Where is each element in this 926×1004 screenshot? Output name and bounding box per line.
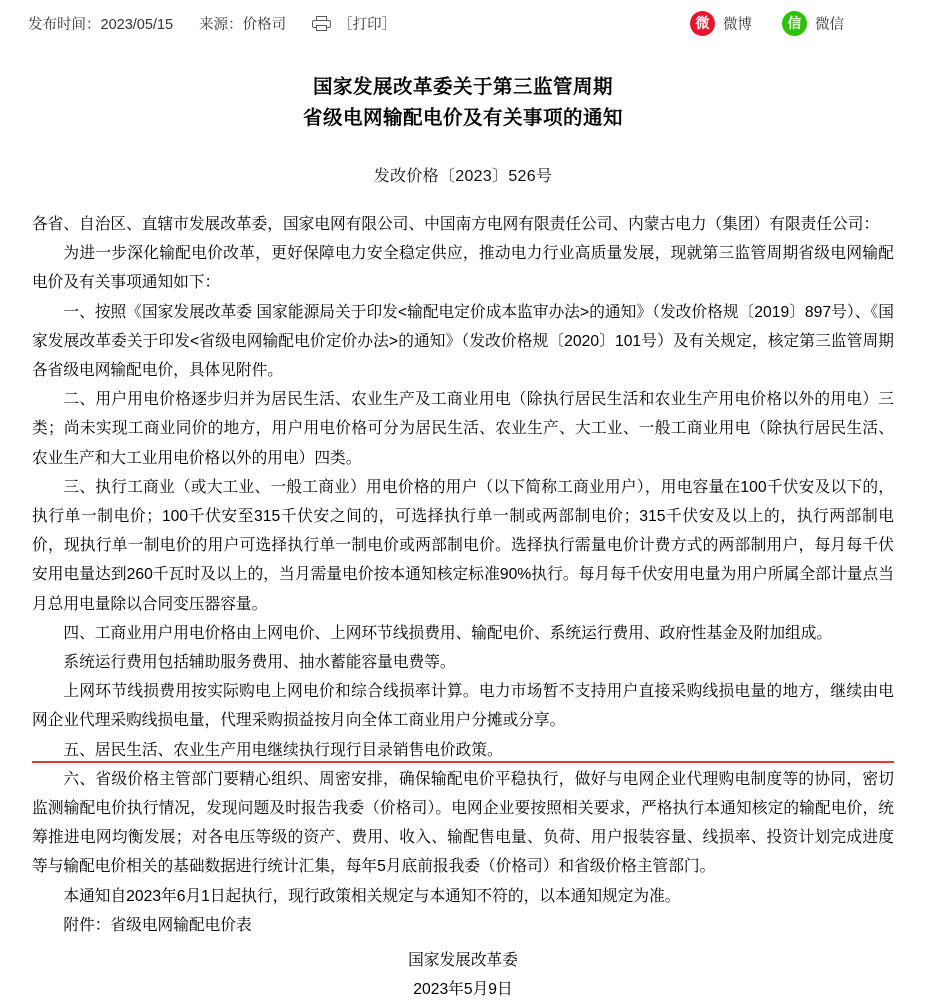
document-content <box>0 72 926 1004</box>
paragraph-intro: 为进一步深化输配电价改革，更好保障电力安全稳定供应，推动电力行业高质量发展，现就第三监管周期省级电网输配电价及有关事项通知如下： <box>32 245 894 292</box>
share-bar <box>690 11 904 36</box>
paragraph-item-4-sub2: 上网环节线损费用按实际购电上网电价和综合线损率计算。电力市场暂不支持用户直接采购线损电量的地方，继续由电网企业代理采购线损电量，代理采购损益按月向全体工商业用户分摊或分享。 <box>32 683 894 730</box>
paragraph-item-4-sub1: 系统运行费用包括辅助服务费用、抽水蓄能容量电费等。 <box>63 654 456 672</box>
document-body <box>32 210 894 940</box>
print-label: ［打印］ <box>338 16 397 33</box>
source <box>199 13 286 34</box>
share-wechat-label: 微信 <box>815 16 844 33</box>
signature-block <box>32 946 894 1004</box>
signature-organization: 国家发展改革委 <box>408 952 518 970</box>
publish-time-label: 发布时间： <box>28 16 101 33</box>
publish-time-value: 2023/05/15 <box>100 16 174 33</box>
share-weibo-label: 微博 <box>723 16 752 33</box>
document-meta-bar <box>0 0 926 46</box>
document-number: 发改价格〔2023〕526号 <box>373 168 553 185</box>
paragraph-item-4: 四、工商业用户用电价格由上网电价、上网环节线损费用、输配电价、系统运行费用、政府性基金及附加组成。 <box>63 624 833 642</box>
share-wechat[interactable] <box>782 11 844 36</box>
paragraph-item-1: 一、按照《国家发展改革委 国家能源局关于印发<输配电定价成本监审办法>的通知》（发改价格规〔2019〕897号）、《国家发展改革委关于印发<省级电网输配电价定价办法>的通知》（发改价格规〔2020〕101号）及有关规定，核定第三监管周期各省级电网输配电价，具体见附件。 <box>32 303 894 380</box>
paragraph-item-6: 六、省级价格主管部门要精心组织、周密安排，确保输配电价平稳执行，做好与电网企业代理购电制度等的协同，密切监测输配电价执行情况，发现问题及时报告我委（价格司）。电网企业要按照相关要求，严格执行本通知核定的输配电价，统筹推进电网均衡发展；对各电压等级的资产、费用、收入、输配售电量、负荷、用户报装容量、线损率、投资计划完成进度等与输配电价相关的基础数据进行统计汇集，每年5月底前报我委（价格司）和省级价格主管部门。 <box>32 770 894 876</box>
signature-date: 2023年5月9日 <box>413 981 513 999</box>
paragraph-item-3: 三、执行工商业（或大工业、一般工商业）用电价格的用户（以下简称工商业用户），用电容量在100千伏安及以下的，执行单一制电价；100千伏安至315千伏安之间的，可选择执行单一制或两部制电价；315千伏安及以上的，执行两部制电价，现执行单一制电价的用户可选择执行单一制电价或两部制电价。选择执行需量电价计费方式的两部制用户，每月每千伏安用电量达到260千瓦时及以上的，当月需量电价按本通知核定标准90%执行。每月每千伏安用电量为用户所属全部计量点当月总用电量除以合同变压器容量。 <box>32 478 894 613</box>
weibo-icon <box>690 11 715 36</box>
source-label: 来源： <box>199 16 243 33</box>
paragraph-item-5-text: 五、居民生活、农业生产用电继续执行现行目录销售电价政策。 <box>63 741 503 759</box>
wechat-icon-glyph: 信 <box>787 15 802 31</box>
page-title-line1: 国家发展改革委关于第三监管周期 <box>312 76 613 98</box>
weibo-icon-glyph: 微 <box>695 15 710 31</box>
print-button[interactable] <box>312 13 396 34</box>
red-underline <box>32 761 894 763</box>
page-title <box>32 72 894 134</box>
paragraph-addressee: 各省、自治区、直辖市发展改革委，国家电网有限公司、中国南方电网有限责任公司、内蒙古电力（集团）有限责任公司： <box>32 216 880 233</box>
publish-time <box>28 13 173 34</box>
paragraph-item-5-highlighted <box>32 736 894 765</box>
paragraph-attachment: 附件：省级电网输配电价表 <box>63 916 252 934</box>
source-value: 价格司 <box>242 16 287 33</box>
paragraph-effective-date: 本通知自2023年6月1日起执行，现行政策相关规定与本通知不符的，以本通知规定为准。 <box>63 887 681 905</box>
page-title-line2: 省级电网输配电价及有关事项的通知 <box>302 107 623 129</box>
share-weibo[interactable] <box>690 11 752 36</box>
wechat-icon <box>782 11 807 36</box>
paragraph-item-2: 二、用户用电价格逐步归并为居民生活、农业生产及工商业用电（除执行居民生活和农业生产用电价格以外的用电）三类；尚未实现工商业同价的地方，用户用电价格可分为居民生活、农业生产、大工业、一般工商业用电（除执行居民生活、农业生产和大工业用电价格以外的用电）四类。 <box>32 391 894 467</box>
printer-icon <box>312 16 331 31</box>
